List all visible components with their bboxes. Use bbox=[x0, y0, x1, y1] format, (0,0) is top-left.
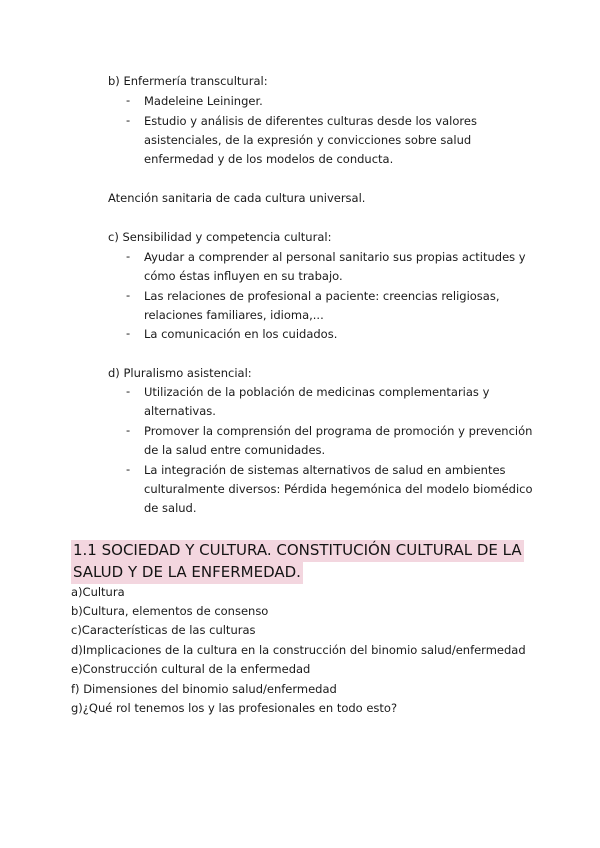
section-d-title: d) Pluralismo asistencial: bbox=[108, 366, 252, 380]
section-c-item-1-line-1: Ayudar a comprender al personal sanitario sus propias actitudes y bbox=[144, 250, 526, 264]
section-d-item-1-line-2: alternativas. bbox=[144, 404, 216, 418]
outline-item-d: d)Implicaciones de la cultura en la construcción del binomio salud/enfermedad bbox=[71, 643, 526, 657]
bullet-dash: - bbox=[126, 326, 131, 340]
section-c-item-2-line-1: Las relaciones de profesional a paciente: creencias religiosas, bbox=[144, 289, 500, 303]
bullet-dash: - bbox=[126, 93, 131, 107]
section-b-item-2-line-3: enfermedad y de los modelos de conducta. bbox=[144, 152, 394, 166]
section-d-item-3-line-1: La integración de sistemas alternativos de salud en ambientes bbox=[144, 463, 506, 477]
outline-item-b: b)Cultura, elementos de consenso bbox=[71, 604, 269, 618]
section-b-item-2-line-1: Estudio y análisis de diferentes culturas desde los valores bbox=[144, 114, 477, 128]
outline-item-e: e)Construcción cultural de la enfermedad bbox=[71, 662, 311, 676]
section-b-title: b) Enfermería transcultural: bbox=[108, 74, 268, 88]
section-d-item-2-line-1: Promover la comprensión del programa de promoción y prevención bbox=[144, 424, 533, 438]
outline-item-a: a)Cultura bbox=[71, 585, 125, 599]
bullet-dash: - bbox=[126, 423, 131, 437]
section-heading bbox=[71, 538, 531, 562]
bullet-dash: - bbox=[126, 462, 131, 476]
standalone-text: Atención sanitaria de cada cultura universal. bbox=[108, 191, 366, 205]
section-d-item-1-line-1: Utilización de la población de medicinas complementarias y bbox=[144, 385, 490, 399]
section-d-item-3-line-2: culturalmente diversos: Pérdida hegemónica del modelo biomédico bbox=[144, 482, 533, 496]
bullet-dash: - bbox=[126, 249, 131, 263]
section-c-item-3: La comunicación en los cuidados. bbox=[144, 327, 338, 341]
section-d-item-2-line-2: de la salud entre comunidades. bbox=[144, 443, 326, 457]
outline-item-f: f) Dimensiones del binomio salud/enfermedad bbox=[71, 682, 337, 696]
outline-item-c: c)Características de las culturas bbox=[71, 623, 256, 637]
outline-item-g: g)¿Qué rol tenemos los y las profesionales en todo esto? bbox=[71, 701, 398, 715]
section-heading-continued bbox=[71, 560, 531, 584]
bullet-dash: - bbox=[126, 384, 131, 398]
section-c-item-2-line-2: relaciones familiares, idioma,... bbox=[144, 308, 324, 322]
section-heading-line-1: 1.1 SOCIEDAD Y CULTURA. CONSTITUCIÓN CULTURAL DE LA bbox=[71, 540, 524, 562]
section-c-title: c) Sensibilidad y competencia cultural: bbox=[108, 230, 332, 244]
section-c-item-1-line-2: cómo éstas influyen en su trabajo. bbox=[144, 269, 343, 283]
section-b-item-1: Madeleine Leininger. bbox=[144, 94, 263, 108]
bullet-dash: - bbox=[126, 113, 131, 127]
bullet-dash: - bbox=[126, 288, 131, 302]
section-b-item-2-line-2: asistenciales, de la expresión y convicciones sobre salud bbox=[144, 133, 472, 147]
section-d-item-3-line-3: de salud. bbox=[144, 501, 197, 515]
section-heading-line-2: SALUD Y DE LA ENFERMEDAD. bbox=[71, 562, 303, 584]
